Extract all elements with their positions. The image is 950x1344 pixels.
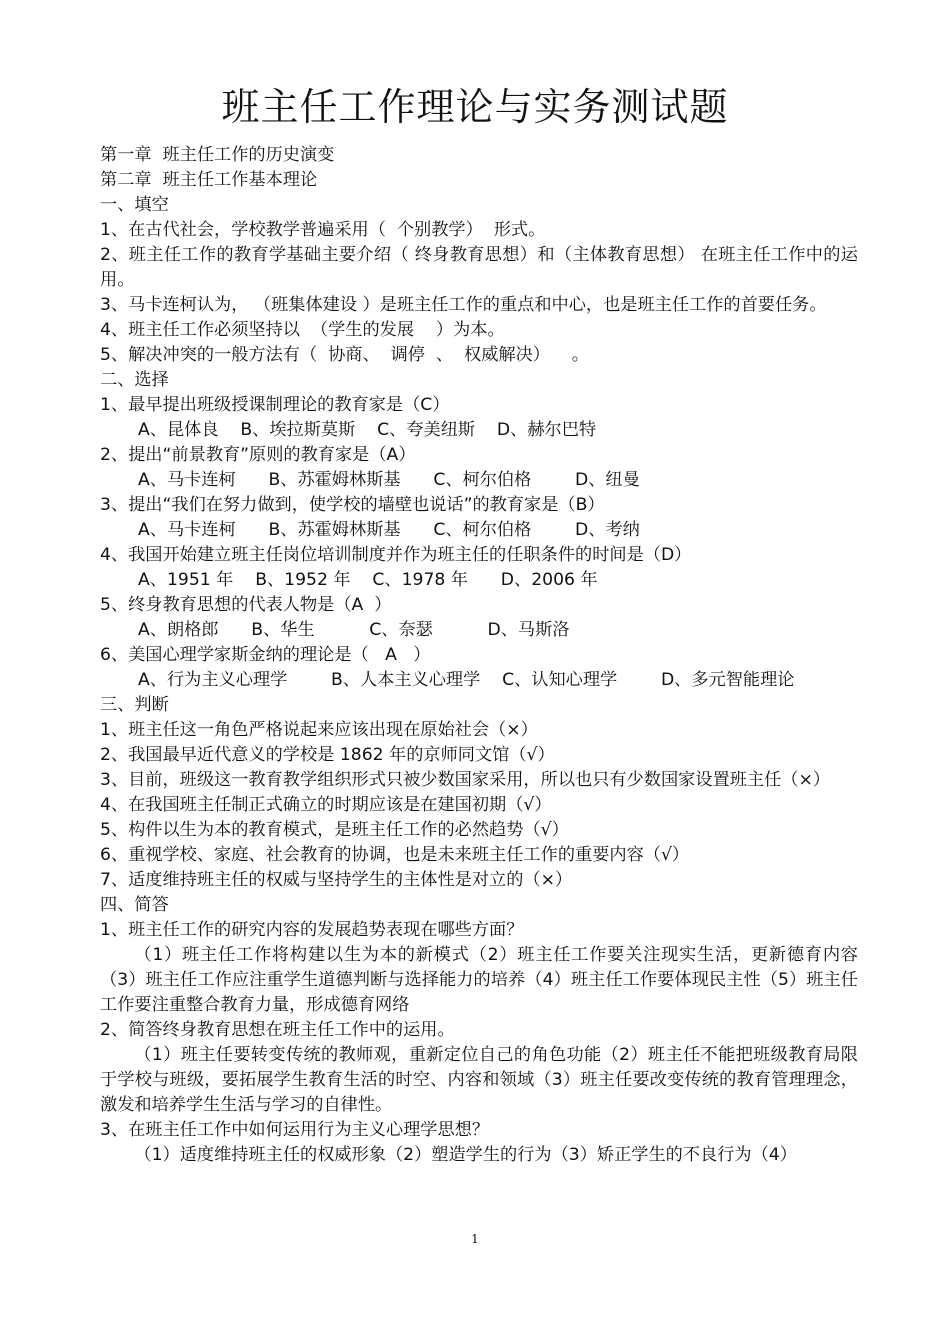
short-answer-3-text: （1）适度维持班主任的权威形象（2）塑造学生的行为（3）矫正学生的不良行为（4）	[134, 1145, 797, 1165]
choice-question-1: 1、最早提出班级授课制理论的教育家是（C）	[100, 395, 450, 415]
chapter-2-heading: 第二章 班主任工作基本理论	[100, 170, 318, 190]
choice-options-1: A、昆体良 B、埃拉斯莫斯 C、夸美纽斯 D、赫尔巴特	[138, 420, 597, 440]
section-fill-blank-heading: 一、填空	[100, 195, 169, 215]
fill-question-3: 3、马卡连柯认为， （班集体建设 ）是班主任工作的重点和中心，也是班主任工作的首要任务。	[100, 295, 827, 315]
judge-question-3: 3、目前，班级这一教育教学组织形式只被少数国家采用，所以也只有少数国家设置班主任（×）	[100, 770, 831, 790]
fill-question-2: 2、班主任工作的教育学基础主要介绍（ 终身教育思想）和（主体教育思想） 在班主任工作中的运用。	[100, 245, 858, 290]
short-answer-2-text: （1）班主任要转变传统的教师观，重新定位自己的角色功能（2）班主任不能把班级教育局限于学校与班级，要拓展学生教育生活的时空、内容和领域（3）班主任要改变传统的教育管理理念，激发和培养学生生活与学习的自律性。	[100, 1045, 858, 1115]
judge-question-6: 6、重视学校、家庭、社会教育的协调，也是未来班主任工作的重要内容（√）	[100, 845, 690, 865]
fill-question-5: 5、解决冲突的一般方法有（ 协商、 调停 、 权威解决） 。	[100, 345, 589, 365]
judge-question-5: 5、构件以生为本的教育模式，是班主任工作的必然趋势（√）	[100, 820, 569, 840]
short-answer-question-2: 2、简答终身教育思想在班主任工作中的运用。	[100, 1020, 455, 1040]
choice-options-4: A、1951 年 B、1952 年 C、1978 年 D、2006 年	[138, 570, 598, 590]
choice-options-6: A、行为主义心理学 B、人本主义心理学 C、认知心理学 D、多元智能理论	[138, 670, 795, 690]
choice-question-6: 6、美国心理学家斯金纳的理论是（ A ）	[100, 645, 431, 665]
short-answer-question-1: 1、班主任工作的研究内容的发展趋势表现在哪些方面？	[100, 920, 524, 940]
choice-question-3: 3、提出“我们在努力做到，使学校的墙壁也说话”的教育家是（B）	[100, 495, 605, 515]
judge-question-1: 1、班主任这一角色严格说起来应该出现在原始社会（×）	[100, 720, 538, 740]
choice-options-5: A、朗格郎 B、华生 C、奈瑟 D、马斯洛	[138, 620, 570, 640]
short-answer-question-3: 3、在班主任工作中如何运用行为主义心理学思想？	[100, 1120, 490, 1140]
choice-options-3: A、马卡连柯 B、苏霍姆林斯基 C、柯尔伯格 D、考纳	[138, 520, 640, 540]
choice-question-4: 4、我国开始建立班主任岗位培训制度并作为班主任的任职条件的时间是（D）	[100, 545, 692, 565]
page-title: 班主任工作理论与实务测试题	[221, 85, 729, 129]
short-answer-1-text: （1）班主任工作将构建以生为本的新模式（2）班主任工作要关注现实生活，更新德育内容（3）班主任工作应注重学生道德判断与选择能力的培养（4）班主任工作要体现民主性（5）班主任工作要注重整合教育力量，形成德育网络	[100, 945, 858, 1015]
section-judge-heading: 三、判断	[100, 695, 169, 715]
document-body	[100, 143, 858, 1168]
judge-question-7: 7、适度维持班主任的权威与坚持学生的主体性是对立的（×）	[100, 870, 573, 890]
fill-question-1: 1、在古代社会，学校教学普遍采用（ 个别教学） 形式。	[100, 220, 546, 240]
page-number: 1	[471, 1232, 479, 1246]
judge-question-2: 2、我国最早近代意义的学校是 1862 年的京师同文馆（√）	[100, 745, 555, 765]
fill-question-4: 4、班主任工作必须坚持以 （学生的发展 ）为本。	[100, 320, 505, 340]
choice-question-5: 5、终身教育思想的代表人物是（A ）	[100, 595, 392, 615]
choice-question-2: 2、提出“前景教育”原则的教育家是（A）	[100, 445, 416, 465]
chapter-1-heading: 第一章 班主任工作的历史演变	[100, 145, 335, 165]
section-short-answer-heading: 四、简答	[100, 895, 169, 915]
section-choice-heading: 二、选择	[100, 370, 169, 390]
choice-options-2: A、马卡连柯 B、苏霍姆林斯基 C、柯尔伯格 D、纽曼	[138, 470, 640, 490]
judge-question-4: 4、在我国班主任制正式确立的时期应该是在建国初期（√）	[100, 795, 552, 815]
